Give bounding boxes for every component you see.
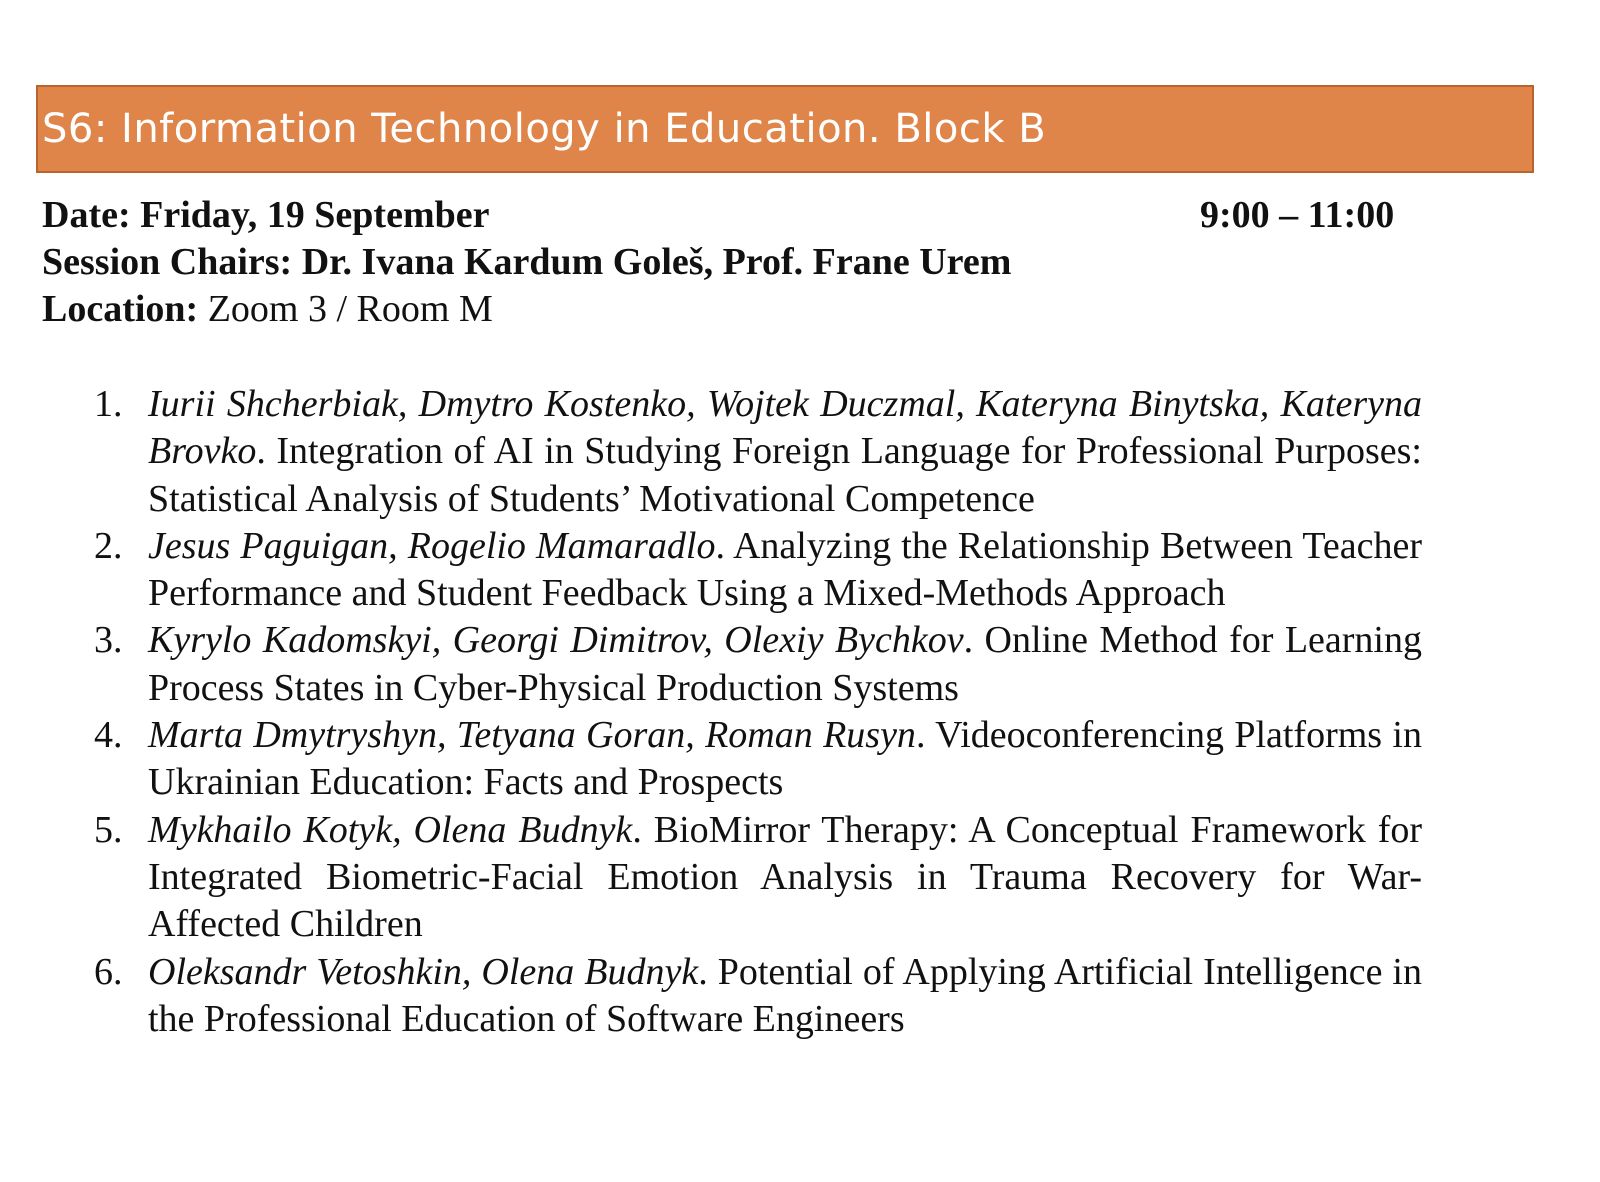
paper-number: 6.	[94, 950, 123, 993]
paper-authors: Oleksandr Vetoshkin, Olena Budnyk	[148, 950, 699, 993]
paper-number: 3.	[94, 619, 123, 662]
paper-number: 5.	[94, 808, 123, 851]
paper-item: 5. Mykhailo Kotyk, Olena Budnyk. BioMirror Therapy: A Conceptual Framework for Integrated Biometric-Facial Emotion Analysis in Trauma Recovery for War-Affected Children	[94, 808, 1422, 946]
session-header	[36, 85, 1534, 173]
paper-title: Integration of AI in Studying Foreign Language for Professional Purposes: Statistical Analysis of Students’ Motivational Competence	[148, 430, 1422, 520]
paper-authors: Mykhailo Kotyk, Olena Budnyk	[148, 808, 633, 851]
date-label: Date:	[42, 194, 131, 236]
session-title: S6: Information Technology in Education. Block B	[42, 106, 1047, 152]
paper-title: Videoconferencing Platforms in Ukrainian Education: Facts and Prospects	[148, 714, 1422, 804]
location-row	[42, 286, 1442, 333]
paper-item: 3. Kyrylo Kadomskyi, Georgi Dimitrov, Olexiy Bychkov. Online Method for Learning Process States in Cyber-Physical Production Systems	[94, 619, 1422, 709]
date-value: Friday, 19 September	[140, 194, 490, 236]
paper-number: 1.	[94, 383, 123, 425]
paper-item: 1. Iurii Shcherbiak, Dmytro Kostenko, Wojtek Duczmal, Kateryna Binytska, Kateryna Brovko. Integration of AI in Studying Foreign Language for Professional Purposes: Statistical Analysis of Students’ Motivational Competence	[94, 383, 1422, 520]
paper-authors: Kyrylo Kadomskyi, Georgi Dimitrov, Olexiy Bychkov	[148, 619, 964, 662]
paper-item: 4. Marta Dmytryshyn, Tetyana Goran, Roman Rusyn. Videoconferencing Platforms in Ukrainian Education: Facts and Prospects	[94, 714, 1422, 804]
paper-authors: Marta Dmytryshyn, Tetyana Goran, Roman Rusyn	[148, 714, 916, 757]
paper-title: Potential of Applying Artificial Intelligence in the Professional Education of Software Engineers	[148, 950, 1422, 1040]
paper-number: 4.	[94, 714, 123, 757]
paper-item: 2. Jesus Paguigan, Rogelio Mamaradlo. Analyzing the Relationship Between Teacher Performance and Student Feedback Using a Mixed-Methods Approach	[94, 524, 1422, 615]
chairs-value: Dr. Ivana Kardum Goleš, Prof. Frane Urem	[301, 241, 1012, 283]
chairs-row	[42, 239, 1442, 286]
paper-title: Online Method for Learning Process States in Cyber-Physical Production Systems	[148, 619, 1422, 709]
paper-number: 2.	[94, 524, 123, 567]
date-row	[42, 192, 1442, 239]
session-time: 9:00 – 11:00	[1200, 194, 1395, 236]
paper-authors: Iurii Shcherbiak, Dmytro Kostenko, Wojtek Duczmal, Kateryna Binytska, Kateryna Brovko	[148, 383, 1422, 473]
paper-list	[0, 381, 1600, 1043]
location-label: Location:	[42, 288, 199, 330]
location-value: Zoom 3 / Room M	[207, 288, 493, 330]
paper-title: Analyzing the Relationship Between Teacher Performance and Student Feedback Using a Mixed-Methods Approach	[148, 524, 1422, 615]
session-meta	[42, 192, 1442, 333]
paper-authors: Jesus Paguigan, Rogelio Mamaradlo	[148, 524, 716, 567]
paper-title: BioMirror Therapy: A Conceptual Framework for Integrated Biometric-Facial Emotion Analysis in Trauma Recovery for War-Affected Children	[148, 808, 1422, 946]
paper-item: 6. Oleksandr Vetoshkin, Olena Budnyk. Potential of Applying Artificial Intelligence in the Professional Education of Software Engineers	[94, 950, 1422, 1040]
chairs-label: Session Chairs:	[42, 241, 293, 283]
